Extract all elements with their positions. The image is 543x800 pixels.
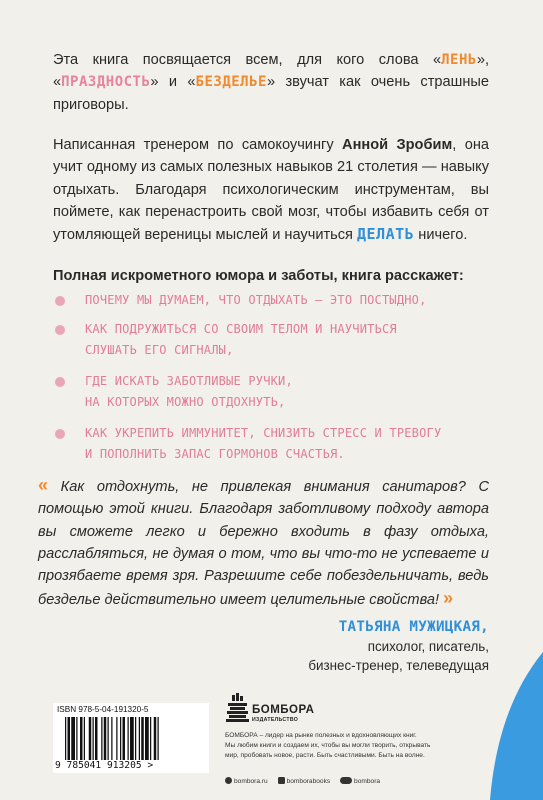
barcode-bar: [120, 717, 121, 760]
list-item: [53, 319, 493, 361]
barcode-bar: [80, 717, 83, 760]
barcode-bar: [111, 717, 112, 760]
topic-list: [53, 290, 493, 465]
intro-text: » звучат как очень страшные приговоры.: [53, 74, 489, 113]
vk-icon: [278, 777, 285, 784]
social-links: [225, 777, 388, 785]
social-link-channel[interactable]: [340, 777, 380, 785]
list-item-text: ГДЕ ИСКАТЬ ЗАБОТЛИВЫЕ РУЧКИ, НА КОТОРЫХ МОЖНО ОТДОХНУТЬ,: [85, 374, 293, 409]
barcode-bar: [139, 717, 140, 760]
barcode-bar: [93, 717, 94, 760]
social-link-label: bombora.ru: [234, 778, 268, 785]
barcode-bar: [123, 717, 126, 760]
barcode-bar: [116, 717, 117, 760]
intro-text: », «: [53, 52, 489, 91]
publisher-name: БОМБОРА: [252, 704, 315, 716]
barcode-bar: [108, 717, 109, 760]
quote-author-role: бизнес-тренер, телеведущая: [308, 658, 489, 673]
highlight-word-doing-nothing: БЕЗДЕЛЬЕ: [195, 74, 267, 91]
barcode-bar: [76, 717, 77, 760]
social-link-site[interactable]: [225, 777, 268, 785]
barcode-bar: [154, 717, 157, 760]
highlight-word-idleness: ПРАЗДНОСТЬ: [61, 74, 151, 91]
barcode-bar: [65, 717, 66, 760]
barcode-bar: [130, 717, 134, 760]
bombora-logo-icon: [225, 693, 253, 723]
barcode-bar: [135, 717, 136, 760]
barcode-bar: [68, 717, 71, 760]
barcode-bar: [101, 717, 102, 760]
barcode: [53, 703, 209, 773]
intro-text: Эта книга посвящается всем, для кого слова «: [53, 52, 442, 68]
bullet-dot-icon: [55, 377, 65, 387]
list-item-text: КАК ПОДРУЖИТЬСЯ СО СВОИМ ТЕЛОМ И НАУЧИТЬСЯ СЛУШАТЬ ЕГО СИГНАЛЫ,: [85, 322, 397, 357]
description-paragraph: [53, 134, 489, 246]
barcode-bar: [95, 717, 98, 760]
description-text: Написанная тренером по самокоучингу: [53, 137, 343, 153]
isbn-text: ISBN 978-5-04-191320-5: [57, 705, 149, 714]
quote-open-mark: «: [38, 475, 49, 495]
quote-close-mark: »: [443, 588, 454, 609]
list-item: [53, 423, 493, 465]
list-item-text: КАК УКРЕПИТЬ ИММУНИТЕТ, СНИЗИТЬ СТРЕСС И ТРЕВОГУ И ПОПОЛНИТЬ ЗАПАС ГОРМОНОВ СЧАСТЬЯ.: [85, 426, 442, 461]
barcode-bar: [141, 717, 144, 760]
barcode-bar: [145, 717, 149, 760]
barcode-bar: [71, 717, 75, 760]
instagram-icon: [225, 777, 232, 784]
youtube-telegram-icon: [340, 777, 352, 784]
social-link-label: bomborabooks: [286, 778, 331, 785]
list-item-text: ПОЧЕМУ МЫ ДУМАЕМ, ЧТО ОТДЫХАТЬ – ЭТО ПОСТЫДНО,: [85, 293, 427, 307]
quote-author-role: психолог, писатель,: [367, 639, 489, 654]
barcode-bar: [158, 717, 159, 760]
social-link-label: bombora: [354, 778, 381, 785]
barcode-bar: [104, 717, 107, 760]
quote-author: [308, 618, 489, 675]
quote-author-name: ТАТЬЯНА МУЖИЦКАЯ,: [338, 619, 489, 635]
description-text: ничего.: [414, 227, 468, 244]
publisher-description: БОМБОРА – лидер на рынке полезных и вдохновляющих книг. Мы любим книги и создаем их, чтобы вы могли творить, открывать мир, пробовать новое, расти. Быть счастливыми. Быть на волне.: [225, 732, 431, 760]
list-item: [53, 371, 493, 413]
list-title: Полная искрометного юмора и заботы, книга расскажет:: [53, 268, 464, 284]
social-link-books[interactable]: [278, 777, 331, 785]
barcode-bars: [63, 717, 203, 760]
barcode-bar: [128, 717, 129, 760]
barcode-bar: [84, 717, 85, 760]
bullet-dot-icon: [55, 429, 65, 439]
intro-text: » и «: [150, 74, 196, 91]
review-quote: [38, 474, 489, 612]
author-name-inline: Анной Зробим: [342, 137, 453, 153]
bullet-dot-icon: [55, 296, 65, 306]
barcode-bar: [150, 717, 151, 760]
publisher-subtitle: ИЗДАТЕЛЬСТВО: [252, 717, 299, 723]
highlight-word-do: ДЕЛАТЬ: [357, 225, 415, 244]
list-item: [53, 290, 493, 311]
bullet-dot-icon: [55, 325, 65, 335]
intro-paragraph: [53, 49, 489, 116]
highlight-word-laziness: ЛЕНЬ: [441, 52, 477, 68]
barcode-number: 9 785041 913205 >: [55, 760, 154, 771]
barcode-bar: [89, 717, 92, 760]
description-text: , она учит одному из самых полезных навыков 21 столетия — навыку отдыхать. Благодаря психологическим инструментам, вы поймете, как перенастроить свой мозг, чтобы избавить себя от утомляющей вереницы мыслей и научиться: [53, 137, 489, 244]
quote-text: Как отдохнуть, не привлекая внимания санитаров? С помощью этой книги. Благодаря заботливому подходу автора вы сможете легко и бережно входить в фазу отдыха, расслабляться, не думая о том, что вы что-то не успеваете и прозябаете время зря. Разрешите себе побездельничать, ведь безделье действительно имеет целительные свойства!: [38, 479, 489, 609]
